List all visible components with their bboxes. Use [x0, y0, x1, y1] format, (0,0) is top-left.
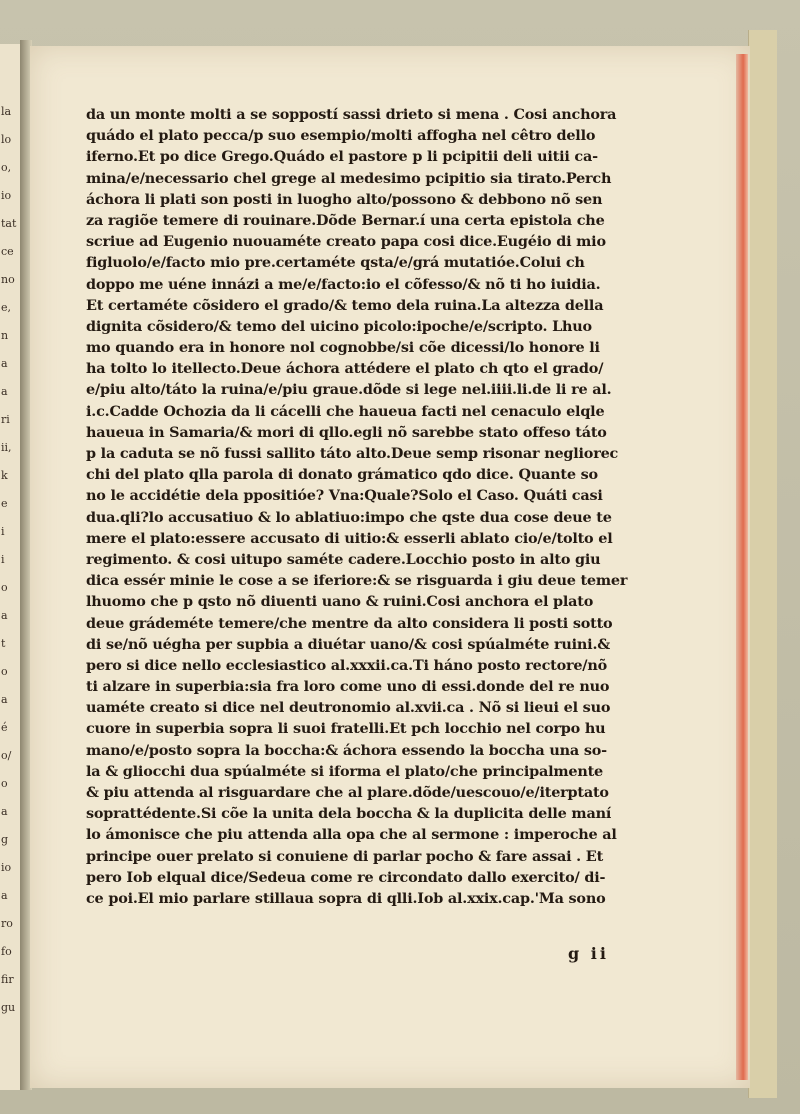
facing-page-fragment: i	[1, 553, 5, 566]
facing-page-fragment: no	[1, 273, 15, 286]
facing-page-fragment: fir	[1, 973, 14, 986]
facing-page-fragment: tat	[1, 217, 17, 230]
facing-page-fragment: a	[1, 889, 8, 902]
facing-page-fragment: o/	[1, 749, 12, 762]
text-line: e/piu alto/táto la ruina/e/piu graue.dõde si lege nel.iiii.li.de li re al.	[86, 381, 612, 399]
text-line: soprattédente.Si cõe la unita dela boccha & la duplicita delle maní	[86, 805, 612, 823]
text-line: la & gliocchi dua spúalméte si iforma el plato/che principalmente	[86, 762, 603, 780]
facing-page-fragment: e,	[1, 301, 12, 314]
text-line: dignita cõsidero/& temo del uicino picolo:ipoche/e/scripto. Lhuo	[86, 317, 592, 335]
text-line: ti alzare in superbia:sia fra loro come uno di essi.donde del re nuo	[86, 678, 610, 696]
facing-page-fragment: e	[1, 497, 8, 510]
text-line: Et certaméte cõsidero el grado/& temo dela ruina.La altezza della	[86, 296, 604, 314]
text-line: deue grádeméte temere/che mentre da alto considera li posti sotto	[86, 614, 613, 632]
text-line: iferno.Et po dice Grego.Quádo el pastore p li pcipitii deli uitii ca-	[86, 148, 598, 166]
text-line: mina/e/necessario chel grege al medesimo pcipitio sia tirato.Perch	[86, 169, 612, 187]
text-line: uaméte creato si dice nel deutronomio al.xvii.ca . Nõ si lieui el suo	[86, 699, 611, 717]
text-line: áchora li plati son posti in luogho alto/possono & debbono nõ sen	[86, 190, 603, 208]
facing-page-fragment: a	[1, 385, 8, 398]
facing-page-fragment: gu	[1, 1001, 16, 1014]
text-line: pero Iob elqual dice/Sedeua come re circondato dallo exercito/ di-	[86, 868, 606, 886]
text-line: & piu attenda al risguardare che al plare.dõde/uescouo/e/iterptato	[86, 784, 609, 801]
body-text	[86, 104, 656, 909]
facing-page-fragment: k	[1, 469, 8, 482]
text-line: lhuomo che p qsto nõ diuenti uano & ruini.Cosi anchora el plato	[86, 593, 594, 611]
text-line: ce poi.El mio parlare stillaua sopra di qlli.Iob al.xxix.cap.'Ma sono	[86, 889, 606, 907]
text-line: ha tolto lo itellecto.Deue áchora attédere el plato ch qto el grado/	[86, 360, 604, 378]
facing-page-fragment: ii,	[1, 441, 12, 454]
text-line: mano/e/posto sopra la boccha:& áchora essendo la boccha una so-	[86, 741, 607, 759]
text-line: i.c.Cadde Ochozia da li cácelli che haueua facti nel cenaculo elqle	[86, 402, 605, 420]
text-line: haueua in Samaria/& mori di qllo.egli nõ sarebbe stato offeso táto	[86, 423, 607, 441]
facing-page-fragment: a	[1, 609, 8, 622]
text-line: dica essér minie le cose a se iferiore:& se risguarda i giu deue temer	[86, 572, 628, 590]
text-line: principe ouer prelato si conuiene di parlar pocho & fare assai . Et	[86, 847, 604, 865]
facing-page-fragment: ce	[1, 245, 14, 258]
text-line: lo ámonisce che piu attenda alla opa che al sermone : imperoche al	[86, 826, 617, 844]
left-page-edge	[0, 44, 22, 1090]
facing-page-fragment: o,	[1, 161, 12, 174]
facing-page-fragment: g	[1, 833, 9, 846]
text-line: mo quando era in honore nol cognobbe/si cõe dicessi/lo honore li	[86, 339, 600, 357]
facing-page-fragment: io	[1, 189, 12, 202]
facing-page-fragment: o	[1, 581, 8, 594]
text-line: doppo me uéne innázi a me/e/facto:io el cõfesso/& nõ ti ho iuidia.	[86, 275, 601, 293]
text-line: quádo el plato pecca/p suo esempio/molti affogha nel cêtro dello	[86, 127, 596, 145]
text-line: no le accidétie dela ppositióe? Vna:Quale?Solo el Caso. Quáti casi	[86, 487, 603, 505]
red-page-edge	[736, 54, 748, 1080]
facing-page-fragment: lo	[1, 133, 12, 146]
facing-page-fragment: a	[1, 357, 8, 370]
text-line: figluolo/e/facto mio pre.certaméte qsta/e/grá mutatióe.Colui ch	[86, 254, 585, 272]
facing-page-fragment: o	[1, 777, 8, 790]
facing-page-fragment: t	[1, 637, 6, 650]
text-line: pero si dice nello ecclesiastico al.xxxii.ca.Ti háno posto rectore/nõ	[86, 656, 608, 674]
facing-page-fragment: ri	[1, 413, 10, 426]
text-line: za ragiõe temere di rouinare.Dõde Bernar.í una certa epistola che	[86, 211, 605, 229]
page-stack-edge	[748, 30, 777, 1098]
facing-page-fragment: la	[1, 105, 12, 118]
facing-page-fragment: a	[1, 693, 8, 706]
text-line: di se/nõ uégha per supbia a diuétar uano/& cosi spúalméte ruini.&	[86, 635, 611, 653]
text-line: p la caduta se nõ fussi sallito táto alto.Deue semp risonar negliorec	[86, 445, 619, 462]
facing-page-fragment: ro	[1, 917, 13, 930]
signature-mark: g ii	[568, 944, 609, 963]
facing-page-fragment: n	[1, 329, 9, 342]
text-line: cuore in superbia sopra li suoi fratelli.Et pch locchio nel corpo hu	[86, 720, 606, 738]
facing-page-fragment: o	[1, 665, 8, 678]
text-line: mere el plato:essere accusato di uitio:& esserli ablato cio/e/tolto el	[86, 529, 613, 547]
facing-page-fragment: io	[1, 861, 12, 874]
text-line: dua.qli?lo accusatiuo & lo ablatiuo:impo che qste dua cose deue te	[86, 508, 612, 526]
facing-page-fragment: a	[1, 805, 8, 818]
text-line: da un monte molti a se soppostí sassi drieto si mena . Cosi anchora	[86, 106, 617, 123]
facing-page-fragment: i	[1, 525, 5, 538]
facing-page-fragment: fo	[1, 945, 12, 958]
facing-page-fragment: é	[1, 721, 8, 734]
text-line: chi del plato qlla parola di donato grámatico qdo dice. Quante so	[86, 466, 598, 484]
text-line: scriue ad Eugenio nuouaméte creato papa cosi dice.Eugéio di mio	[86, 233, 606, 251]
text-line: regimento. & cosi uitupo saméte cadere.Locchio posto in alto giu	[86, 550, 601, 568]
